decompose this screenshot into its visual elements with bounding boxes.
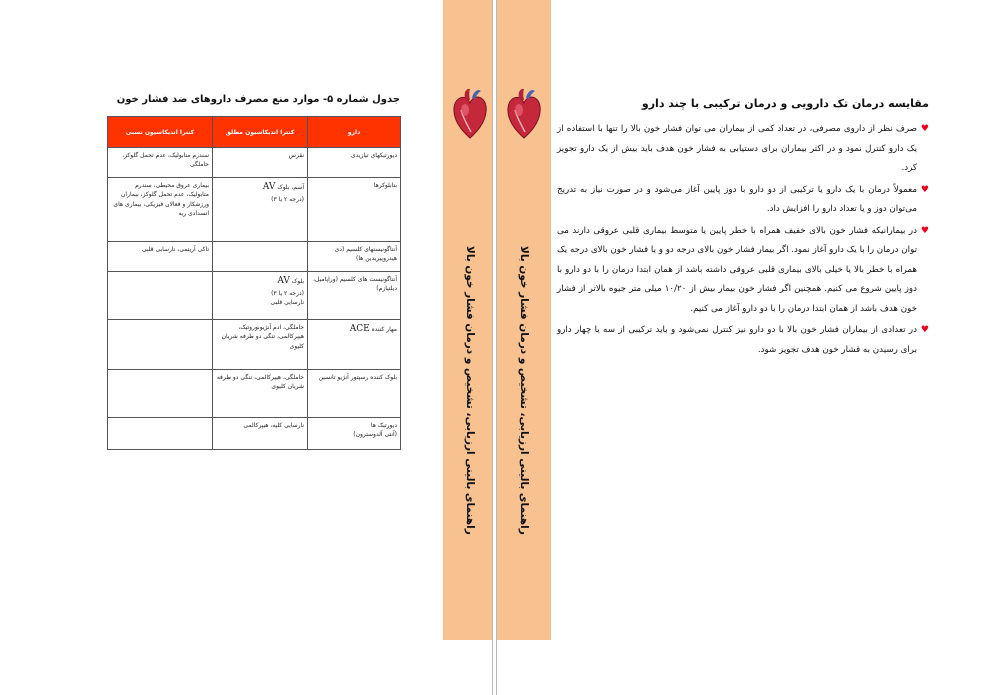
header-relative: کنترا اندیکاسیون نسبی: [108, 117, 213, 148]
cell-drug: [308, 418, 401, 450]
cell-drug: دیورتیکهای تیازیدی: [308, 148, 401, 178]
list-item: [557, 120, 929, 179]
cell-text: آسم، بلوک: [277, 184, 304, 191]
cell-absolute: حاملگی، ادم آنژیونوروتیک، هیپرکالمی، تنگی دو طرفه شریان کلیوی: [213, 320, 308, 370]
heart-bullet-icon: ♥: [920, 325, 929, 335]
table-row: [108, 178, 401, 242]
cell-drug: بتابلوکرها: [308, 178, 401, 242]
cell-abbr: AV: [262, 182, 276, 192]
right-page: [496, 0, 985, 695]
cell-subtext: (درجه ۲ یا ۳): [271, 289, 304, 297]
side-band-left: [443, 0, 493, 640]
cell-relative: تاکی آریتمی، نارسایی قلبی: [108, 242, 213, 272]
cell-text: مهار کننده: [371, 326, 397, 333]
band-title-right: [497, 150, 551, 630]
table-header-row: [108, 117, 401, 148]
band-title-text: راهنمای بالینی ارزیابی، تشخیص و درمان فشار خون بالا: [464, 245, 476, 535]
section-title: مقایسه درمان تک دارویی و درمان ترکیبی با چند دارو: [641, 97, 929, 110]
cell-subtext: (آنتی آلدوسترون): [353, 431, 397, 439]
heart-illustration-icon: [505, 88, 543, 140]
table-row: [108, 242, 401, 272]
cell-abbr: ACE: [349, 324, 370, 334]
heart-bullet-icon: ♥: [920, 124, 929, 134]
band-title-left: [443, 150, 493, 630]
list-item: [557, 222, 929, 320]
table-caption: جدول شماره ۵- موارد منع مصرف داروهای ضد فشار خون: [116, 94, 400, 105]
bullet-text: معمولاً درمان با یک دارو یا ترکیبی از دو دارو با دوز پایین آغاز می‌شود و در صورت نیاز به تدریج می‌توان دوز و یا تعداد دارو را افزایش داد.: [557, 184, 917, 214]
table-row: [108, 370, 401, 418]
cell-relative: [108, 418, 213, 450]
band-title-text: راهنمای بالینی ارزیابی، تشخیص و درمان فشار خون بالا: [518, 245, 530, 535]
bullet-text: در تعدادی از بیماران فشار خون بالا با دو دارو نیز کنترل نمی‌شود و باید ترکیبی از سه یا چهار دارو برای رسیدن به فشار خون هدف تجویز شود.: [557, 325, 917, 355]
cell-drug: آنتاگونیستهای کلسیم (دی هیدروپیریدین ها): [308, 242, 401, 272]
contraindications-table: [107, 116, 401, 450]
table-row: [108, 320, 401, 370]
cell-relative: [108, 272, 213, 320]
bullet-text: در بیمارانیکه فشار خون بالای خفیف همراه با خطر پایین یا متوسط بیماری قلبی عروقی دارند می توان درمان را با یک دارو آغاز نمود. اگر بیمار فشار خون بالای درجه دو و یا فشار خون بالای درجه یک همراه با خطر بالا یا خیلی بالای بیماری قلبی عروقی داشته باشد از همان ابتدا درمان را با دو دارو با دوز پایین شروع می کنیم. همچنین اگر فشار خون بیمار بیش از ۱۰/۲۰ میلی متر جیوه بالاتر از فشار خون هدف باشد از همان ابتدا درمان را با دو دارو آغاز می کنیم.: [557, 225, 917, 314]
cell-absolute: [213, 272, 308, 320]
table-row: [108, 148, 401, 178]
header-drug: دارو: [308, 117, 401, 148]
cell-subtext: (درجه ۲ یا ۳): [271, 195, 304, 203]
cell-relative: [108, 320, 213, 370]
cell-text: دیورتیک ها: [370, 422, 397, 429]
side-band-right: [497, 0, 551, 640]
cell-relative: [108, 370, 213, 418]
list-item: [557, 321, 929, 360]
heart-illustration-icon: [451, 88, 489, 140]
cell-absolute: [213, 178, 308, 242]
cell-drug: آنتاگونیست های کلسیم (وراپامیل، دیلتیازم): [308, 272, 401, 320]
cell-text: بلوک: [291, 278, 304, 285]
cell-drug: بلوک کننده رسپتور آنژیو تانسین: [308, 370, 401, 418]
cell-drug: [308, 320, 401, 370]
cell-abbr: AV: [277, 276, 290, 286]
cell-absolute: [213, 242, 308, 272]
cell-absolute: نارسایی کلیه، هیپرکالمی: [213, 418, 308, 450]
header-absolute: کنترا اندیکاسیون مطلق: [213, 117, 308, 148]
heart-bullet-icon: ♥: [920, 184, 929, 195]
bullet-list: [557, 120, 929, 362]
cell-relative: بیماری عروق محیطی، سندرم متابولیک، عدم تحمل گلوکز، بیماران ورزشکار و فعالان فیزیکی، بیماری های انسدادی ریه: [108, 178, 213, 242]
list-item: [557, 181, 929, 220]
bullet-text: صرف نظر از داروی مصرفی، در تعداد کمی از بیماران می توان فشار خون بالا را تنها با استفاده از یک دارو کنترل نمود و در اکثر بیماران برای دستیابی به فشار خون هدف باید بیش از یک دارو تجویز کرد.: [557, 124, 917, 173]
cell-absolute: نقرس: [213, 148, 308, 178]
table-row: [108, 418, 401, 450]
heart-bullet-icon: ♥: [920, 225, 929, 236]
cell-relative: سندرم متابولیک، عدم تحمل گلوکز، حاملگی: [108, 148, 213, 178]
cell-extra: نارسایی قلبی: [270, 299, 304, 307]
table-row: [108, 272, 401, 320]
cell-absolute: حاملگی، هیپرکالمی، تنگی دو طرفه شریان کلیوی: [213, 370, 308, 418]
